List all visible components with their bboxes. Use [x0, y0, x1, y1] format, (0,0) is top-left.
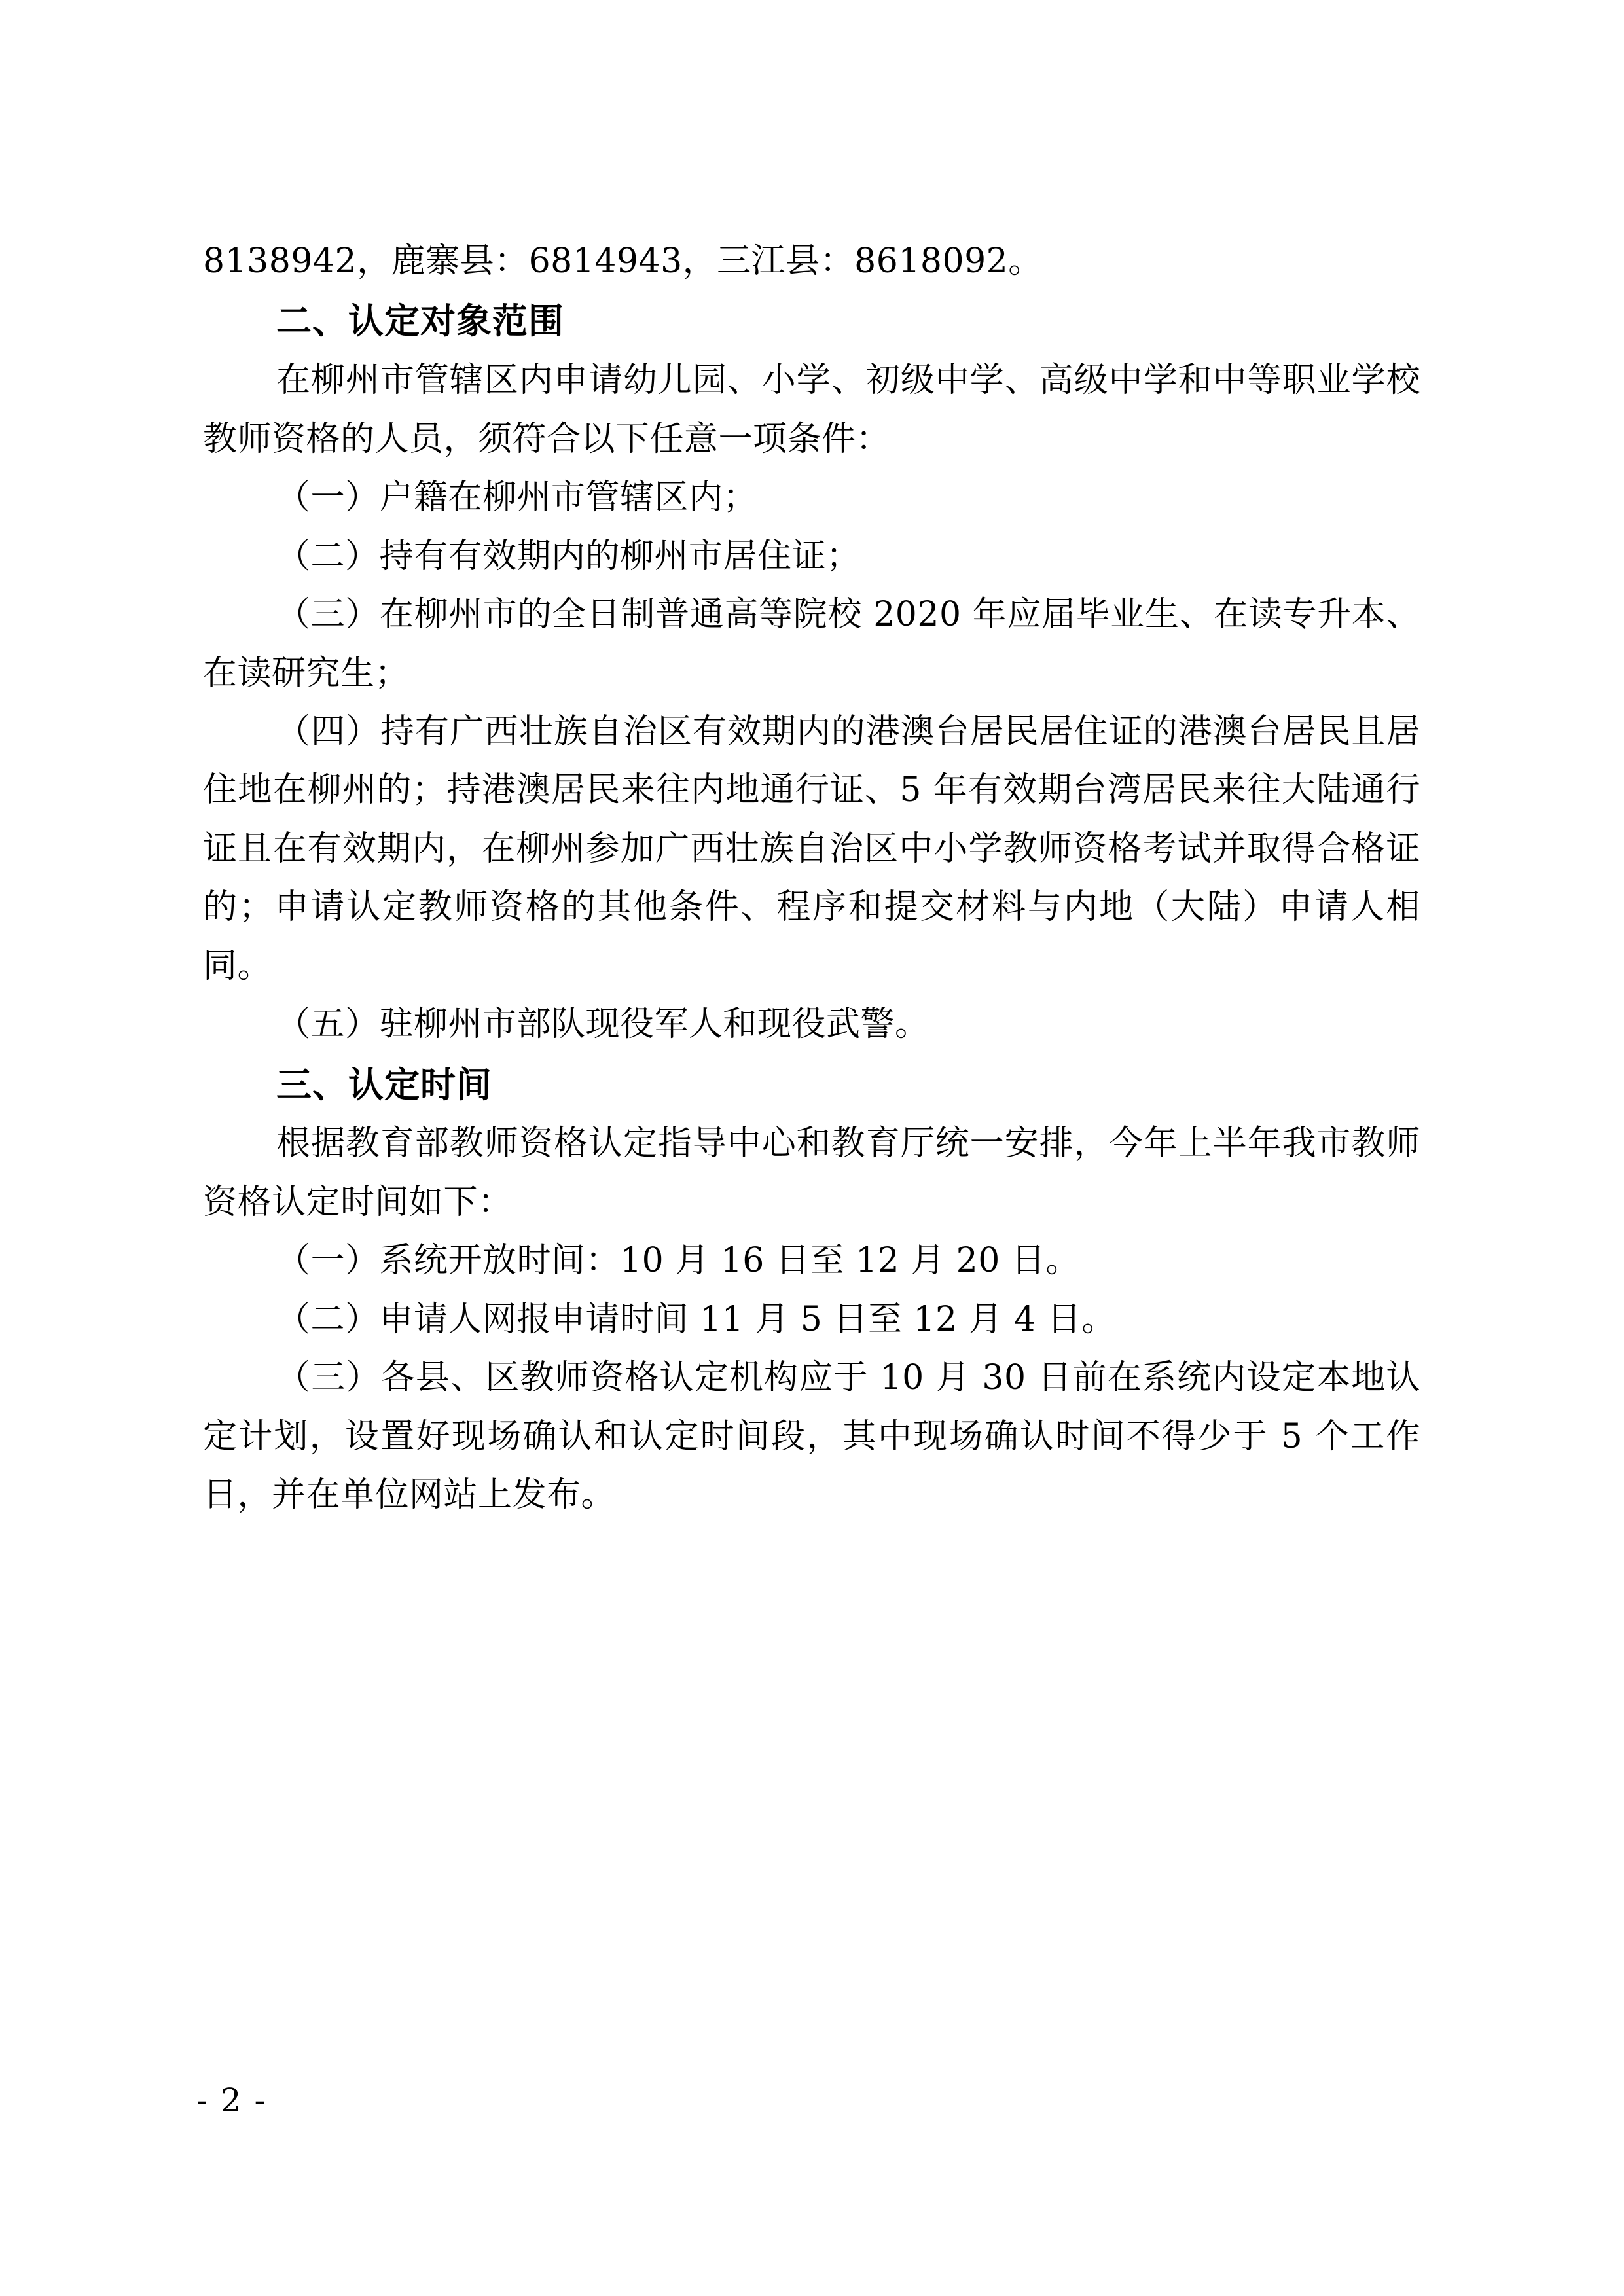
paragraph-condition-5: （五）驻柳州市部队现役军人和现役武警。 — [276, 1005, 929, 1045]
paragraph-time-2: （二）申请人网报申请时间 11 月 5 日至 12 月 4 日。 — [276, 1299, 1116, 1339]
paragraph-condition-2: （二）持有有效期内的柳州市居住证； — [276, 536, 861, 576]
paragraph-contact-phones: 8138942，鹿寨县：6814943，三江县：8618092。 — [203, 242, 1043, 281]
paragraph-condition-4: （四）持有广西壮族自治区有效期内的港澳台居民居住证的港澳台居民且居住地在柳州的；持港澳居民来往内地通行证、5 年有效期台湾居民来往大陆通行证且在有效期内，在柳州参加广西壮族自治区中小学教师资格考试并取得合格证的；申请认定教师资格的其他条件、程序和提交材料与内地（大陆）申请人相同。 — [203, 711, 1420, 986]
section-heading-recognition-time: 三、认定时间 — [276, 1063, 492, 1105]
paragraph-condition-3: （三）在柳州市的全日制普通高等院校 2020 年应届毕业生、在读专升本、在读研究生； — [203, 595, 1420, 693]
paragraph-time-1: （一）系统开放时间：10 月 16 日至 12 月 20 日。 — [276, 1241, 1080, 1281]
section-heading-recognition-scope: 二、认定对象范围 — [276, 300, 564, 342]
paragraph-time-intro: 根据教育部教师资格认定指导中心和教育厅统一安排，今年上半年我市教师资格认定时间如下： — [203, 1124, 1420, 1222]
paragraph-scope-intro: 在柳州市管辖区内申请幼儿园、小学、初级中学、高级中学和中等职业学校教师资格的人员，须符合以下任意一项条件： — [203, 361, 1420, 459]
paragraph-condition-1: （一）户籍在柳州市管辖区内； — [276, 478, 758, 518]
page-number: - 2 - — [196, 2081, 267, 2119]
document-body — [203, 232, 1420, 1525]
paragraph-time-3: （三）各县、区教师资格认定机构应于 10 月 30 日前在系统内设定本地认定计划，设置好现场确认和认定时间段，其中现场确认时间不得少于 5 个工作日，并在单位网站上发布。 — [203, 1358, 1420, 1515]
